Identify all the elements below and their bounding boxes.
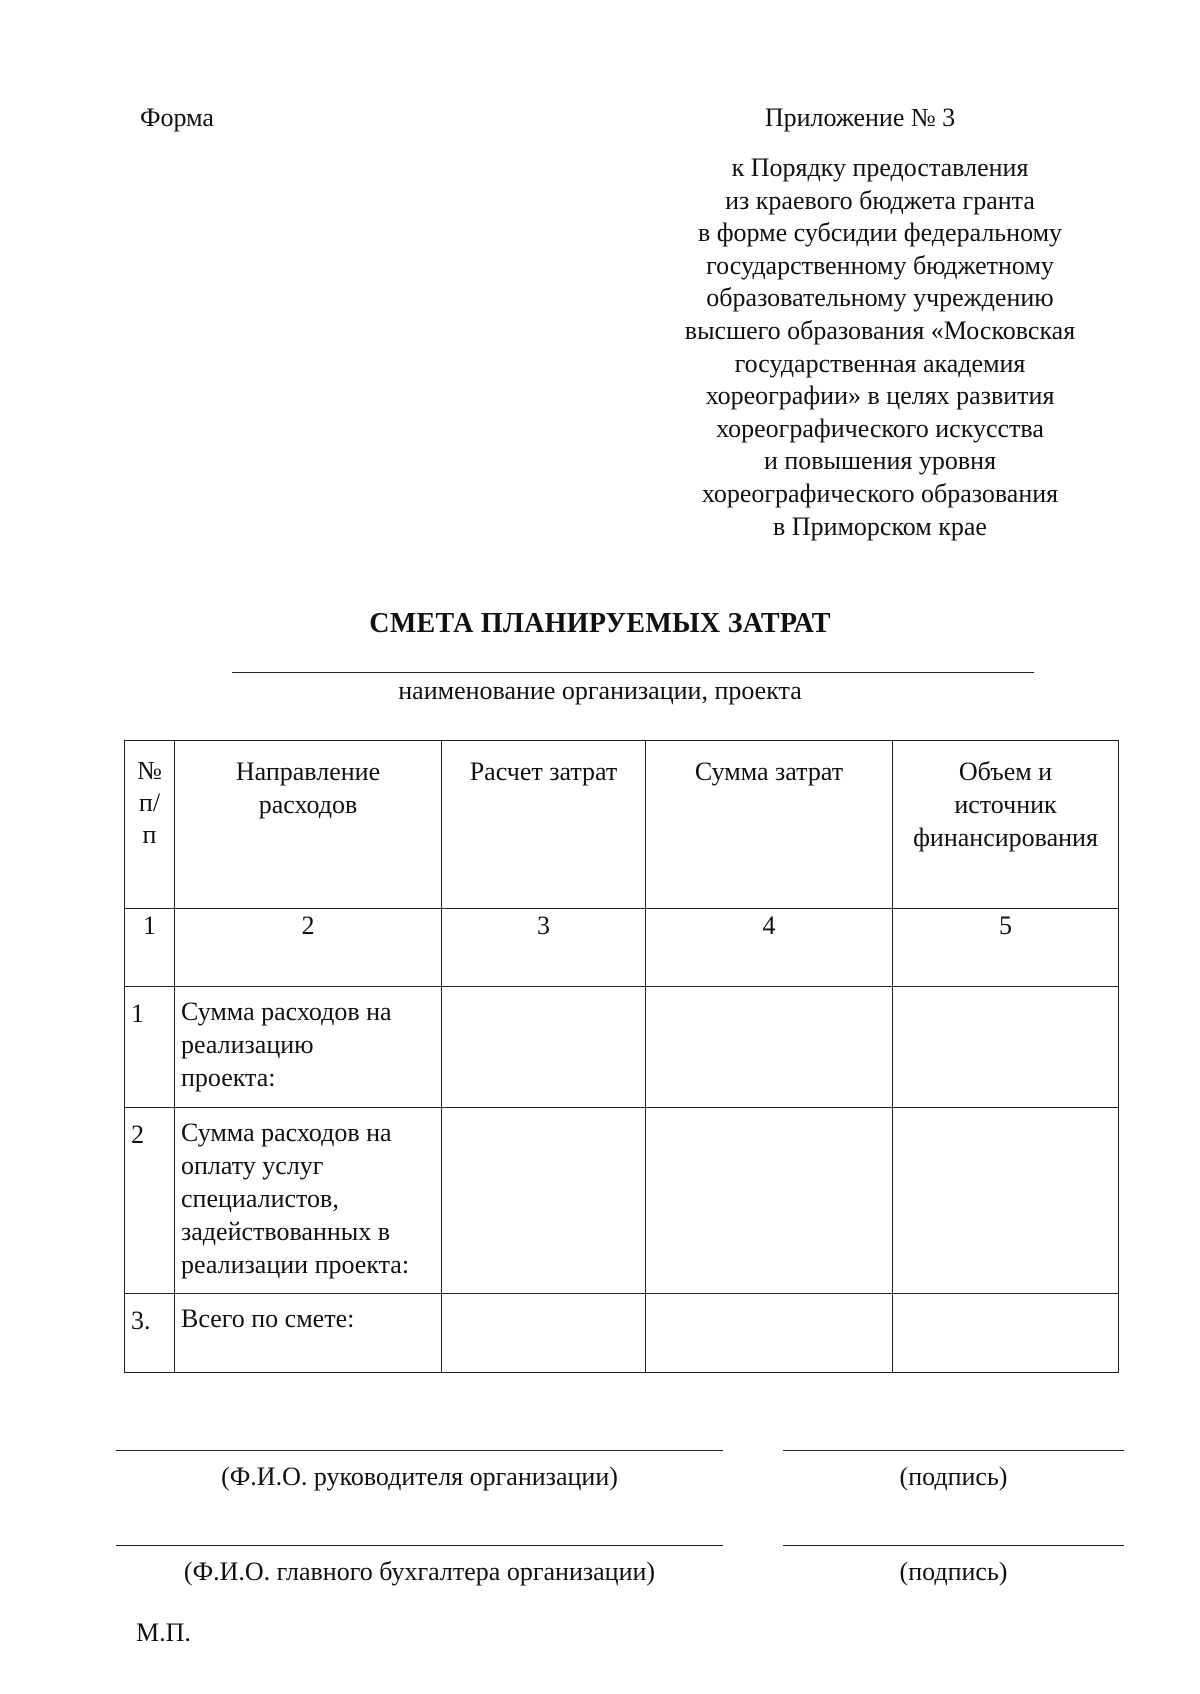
appendix-line: из краевого бюджета гранта (725, 185, 1035, 215)
appendix-line: хореографического искусства (716, 413, 1044, 443)
column-index-row (125, 909, 1119, 987)
head-signature-caption: (подпись) (899, 1462, 1008, 1491)
row-number-cell (125, 1294, 175, 1373)
header-num-line: № (137, 756, 162, 785)
header-direction-line: Направление (235, 757, 381, 786)
head-name-caption: (Ф.И.О. руководителя организации) (221, 1462, 618, 1491)
sum-cell[interactable] (646, 987, 893, 1108)
row-text-line: проекта: (181, 1063, 276, 1092)
org-name-caption: наименование организации, проекта (398, 676, 802, 705)
appendix-line: государственному бюджетному (706, 250, 1054, 280)
appendix-line: хореографического образования (701, 478, 1059, 508)
table-row (125, 1108, 1119, 1294)
row-number: 2 (131, 1120, 144, 1149)
row-text-line: Сумма расходов на (181, 1118, 392, 1147)
table-row (125, 1294, 1119, 1373)
header-source-line: финансирования (913, 823, 1098, 852)
row-direction-text (175, 987, 441, 1094)
source-cell[interactable] (893, 987, 1119, 1108)
header-source-line: Объем и (958, 757, 1053, 786)
row-number: 1 (131, 999, 144, 1028)
header-direction-line: расходов (258, 790, 358, 819)
header-calc-text: Расчет затрат (469, 757, 618, 786)
stamp-label: М.П. (136, 1618, 191, 1647)
appendix-line: государственная академия (734, 348, 1026, 378)
head-signature-line (783, 1450, 1124, 1451)
column-index: 1 (125, 909, 175, 987)
header-source (893, 741, 1119, 909)
appendix-line: в Приморском крае (773, 511, 987, 541)
header-num (125, 741, 175, 909)
column-index: 3 (442, 909, 646, 987)
header-num-line: п/ (138, 788, 161, 817)
header-source-line: источник (954, 790, 1057, 819)
row-text-line: реализации проекта: (181, 1250, 410, 1279)
accountant-name-caption: (Ф.И.О. главного бухгалтера организации) (183, 1557, 656, 1586)
appendix-line: к Порядку предоставления (731, 153, 1029, 182)
calc-cell[interactable] (442, 987, 646, 1108)
calc-cell[interactable] (442, 1294, 646, 1373)
header-direction (175, 741, 442, 909)
row-text-line: задействованных в (181, 1217, 391, 1246)
column-index: 4 (646, 909, 893, 987)
appendix-line: в форме субсидии федеральному (697, 218, 1063, 248)
appendix-line: и повышения уровня (763, 446, 997, 476)
sum-cell[interactable] (646, 1294, 893, 1373)
org-name-line (232, 672, 1034, 673)
column-index: 5 (893, 909, 1119, 987)
accountant-name-line (116, 1545, 723, 1546)
table-header-row (125, 741, 1119, 909)
form-label: Форма (140, 103, 214, 132)
row-direction-cell (175, 1108, 442, 1294)
column-index: 2 (175, 909, 442, 987)
source-cell[interactable] (893, 1294, 1119, 1373)
header-calc (442, 741, 646, 909)
appendix-number: Приложение № 3 (764, 103, 956, 132)
sum-cell[interactable] (646, 1108, 893, 1294)
appendix-line: высшего образования «Московская (684, 315, 1076, 345)
row-text-line: специалистов, (181, 1184, 339, 1213)
row-number-cell (125, 1108, 175, 1294)
row-direction-text (175, 1294, 441, 1335)
appendix-text (640, 152, 1120, 543)
accountant-signature-caption: (подпись) (899, 1557, 1008, 1586)
calc-cell[interactable] (442, 1108, 646, 1294)
cost-estimate-table (124, 740, 1119, 1373)
table-row (125, 987, 1119, 1108)
row-direction-cell (175, 987, 442, 1108)
header-num-line: п (142, 820, 157, 849)
head-name-line (116, 1450, 723, 1451)
row-number: 3. (131, 1306, 151, 1335)
source-cell[interactable] (893, 1108, 1119, 1294)
accountant-signature-line (783, 1545, 1124, 1546)
row-text-line: Сумма расходов на (181, 997, 392, 1026)
appendix-line: образовательному учреждению (706, 283, 1054, 313)
header-sum-text: Сумма затрат (694, 757, 844, 786)
row-number-cell (125, 987, 175, 1108)
header-sum (646, 741, 893, 909)
row-text-line: оплату услуг (181, 1151, 324, 1180)
document-title: СМЕТА ПЛАНИРУЕМЫХ ЗАТРАТ (369, 608, 831, 639)
row-direction-cell (175, 1294, 442, 1373)
appendix-line: хореографии» в целях развития (705, 381, 1055, 411)
row-text-line: Всего по смете: (181, 1304, 355, 1333)
row-direction-text (175, 1108, 441, 1281)
row-text-line: реализацию (181, 1030, 314, 1059)
